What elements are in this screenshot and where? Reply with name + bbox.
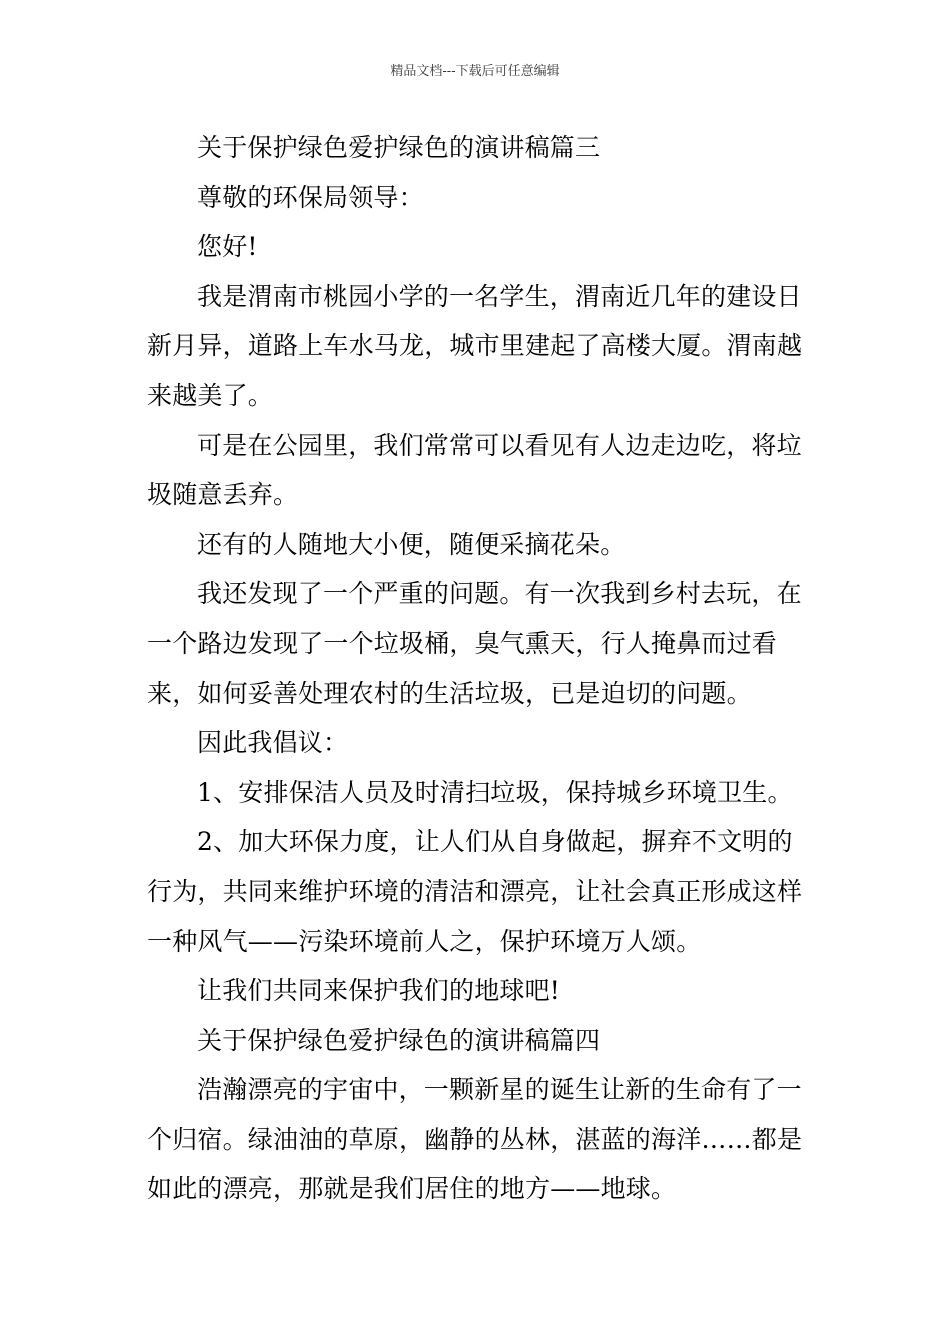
paragraph: 让我们共同来保护我们的地球吧! — [197, 976, 561, 1006]
list-item: 2、加大环保力度，让人们从自身做起，摒弃不文明的行为，共同来维护环境的清洁和漂亮，让社会真正形成这样一种风气——污染环境前人之，保护环境万人颂。 — [147, 827, 803, 956]
paragraph: 我是渭南市桃园小学的一名学生，渭南近几年的建设日新月异，道路上车水马龙，城市里建起了高楼大厦。渭南越来越美了。 — [147, 281, 803, 410]
section-title: 关于保护绿色爱护绿色的演讲稿篇三 — [197, 133, 601, 162]
paragraph: 我还发现了一个严重的问题。有一次我到乡村去玩，在一个路边发现了一个垃圾桶，臭气熏天，行人掩鼻而过看来，如何妥善处理农村的生活垃圾，已是迫切的问题。 — [147, 579, 802, 708]
salutation: 尊敬的环保局领导： — [197, 182, 424, 212]
section-title: 关于保护绿色爱护绿色的演讲稿篇四 — [197, 1025, 601, 1055]
list-item: 1、安排保洁人员及时清扫垃圾，保持城乡环境卫生。 — [197, 777, 793, 807]
paragraph: 还有的人随地大小便，随便采摘花朵。 — [197, 529, 626, 559]
paragraph: 因此我倡议： — [197, 728, 349, 758]
page-header: 精品文档---下载后可任意编辑 — [390, 64, 560, 79]
paragraph: 浩瀚漂亮的宇宙中，一颗新星的诞生让新的生命有了一个归宿。绿油油的草原，幽静的丛林，湛蓝的海洋……都是如此的漂亮，那就是我们居住的地方——地球。 — [147, 1075, 803, 1204]
document-body — [147, 123, 809, 1214]
greeting: 您好! — [197, 232, 258, 262]
paragraph: 可是在公园里，我们常常可以看见有人边走边吃，将垃圾随意丢弃。 — [147, 430, 802, 510]
